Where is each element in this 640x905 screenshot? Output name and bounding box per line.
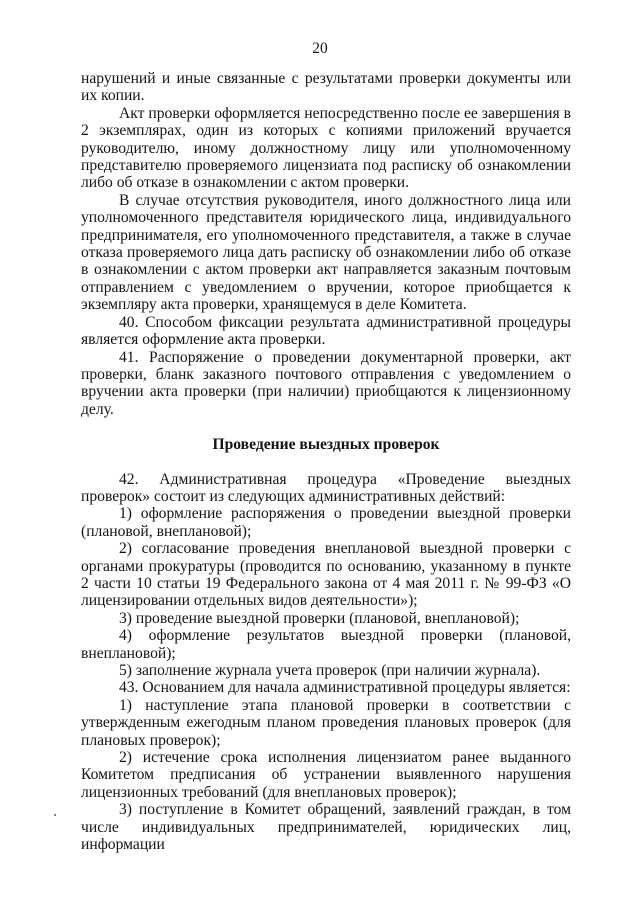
list-item-42-1: 1) оформление распоряжения о проведении выездной проверки (плановой, внеплановой);	[81, 505, 571, 540]
list-item-42-2: 2) согласование проведения внеплановой выездной проверки с органами прокуратуры (проводится по основанию, указанному в пункте 2 части 10 статьи 19 Федерального закона от 4 мая 2011 г. № 99-ФЗ «О лицензировании отдельных видов деятельности»);	[81, 540, 571, 610]
list-item-42-3: 3) проведение выездной проверки (плановой, внеплановой);	[119, 609, 520, 627]
section-heading: Проведение выездных проверок	[212, 436, 440, 454]
list-item-43-2: 2) истечение срока исполнения лицензиатом ранее выданного Комитетом предписания об устранении выявленного нарушения лицензионных требований (для внеплановых проверок);	[81, 749, 571, 801]
scan-speck	[54, 814, 56, 816]
list-item-43-1: 1) наступление этапа плановой проверки в соответствии с утвержденным ежегодным планом проведения плановых проверок (для плановых проверок);	[81, 696, 571, 749]
spacer	[81, 454, 571, 471]
list-item-42-4: 4) оформление результатов выездной проверки (плановой, внеплановой);	[81, 627, 571, 662]
paragraph-act-drawing-up: Акт проверки оформляется непосредственно после ее завершения в 2 экземплярах, один из которых с копиями приложений вручается руководителю, иному должностному лицу или уполномоченному представителю проверяемого лицензиата под расписку об ознакомлении либо об отказе в ознакомлении с актом проверки.	[81, 104, 571, 192]
spacer	[81, 418, 571, 436]
page-number: 20	[312, 40, 328, 57]
page-body	[81, 70, 571, 853]
list-item-42-5: 5) заполнение журнала учета проверок (при наличии журнала).	[119, 662, 541, 679]
paragraph-item-41: 41. Распоряжение о проведении документарной проверки, акт проверки, бланк заказного почтового отправления с уведомлением о вручении акта проверки (при наличии) приобщаются к лицензионному делу.	[81, 348, 571, 418]
paragraph-item-43: 43. Основанием для начала административной процедуры является:	[119, 679, 571, 697]
paragraph-act-mailing: В случае отсутствия руководителя, иного должностного лица или уполномоченного представителя юридического лица, индивидуального предпринимателя, его уполномоченного представителя, а также в случае отказа проверяемого лица дать расписку об ознакомлении либо об отказе в ознакомлении с актом проверки акт направляется заказным почтовым отправлением с уведомлением о вручении, которое приобщается к экземпляру акта проверки, хранящемуся в деле Комитета.	[81, 191, 571, 314]
list-item-43-3: 3) поступление в Комитет обращений, заявлений граждан, в том числе индивидуальных предпринимателей, юридических лиц, информации	[81, 801, 571, 854]
paragraph-continuation: нарушений и иные связанные с результатами проверки документы или их копии.	[81, 70, 571, 105]
paragraph-item-40: 40. Способом фиксации результата административной процедуры является оформление акта проверки.	[81, 313, 571, 349]
paragraph-item-42: 42. Административная процедура «Проведение выездных проверок» состоит из следующих административных действий:	[81, 470, 571, 505]
